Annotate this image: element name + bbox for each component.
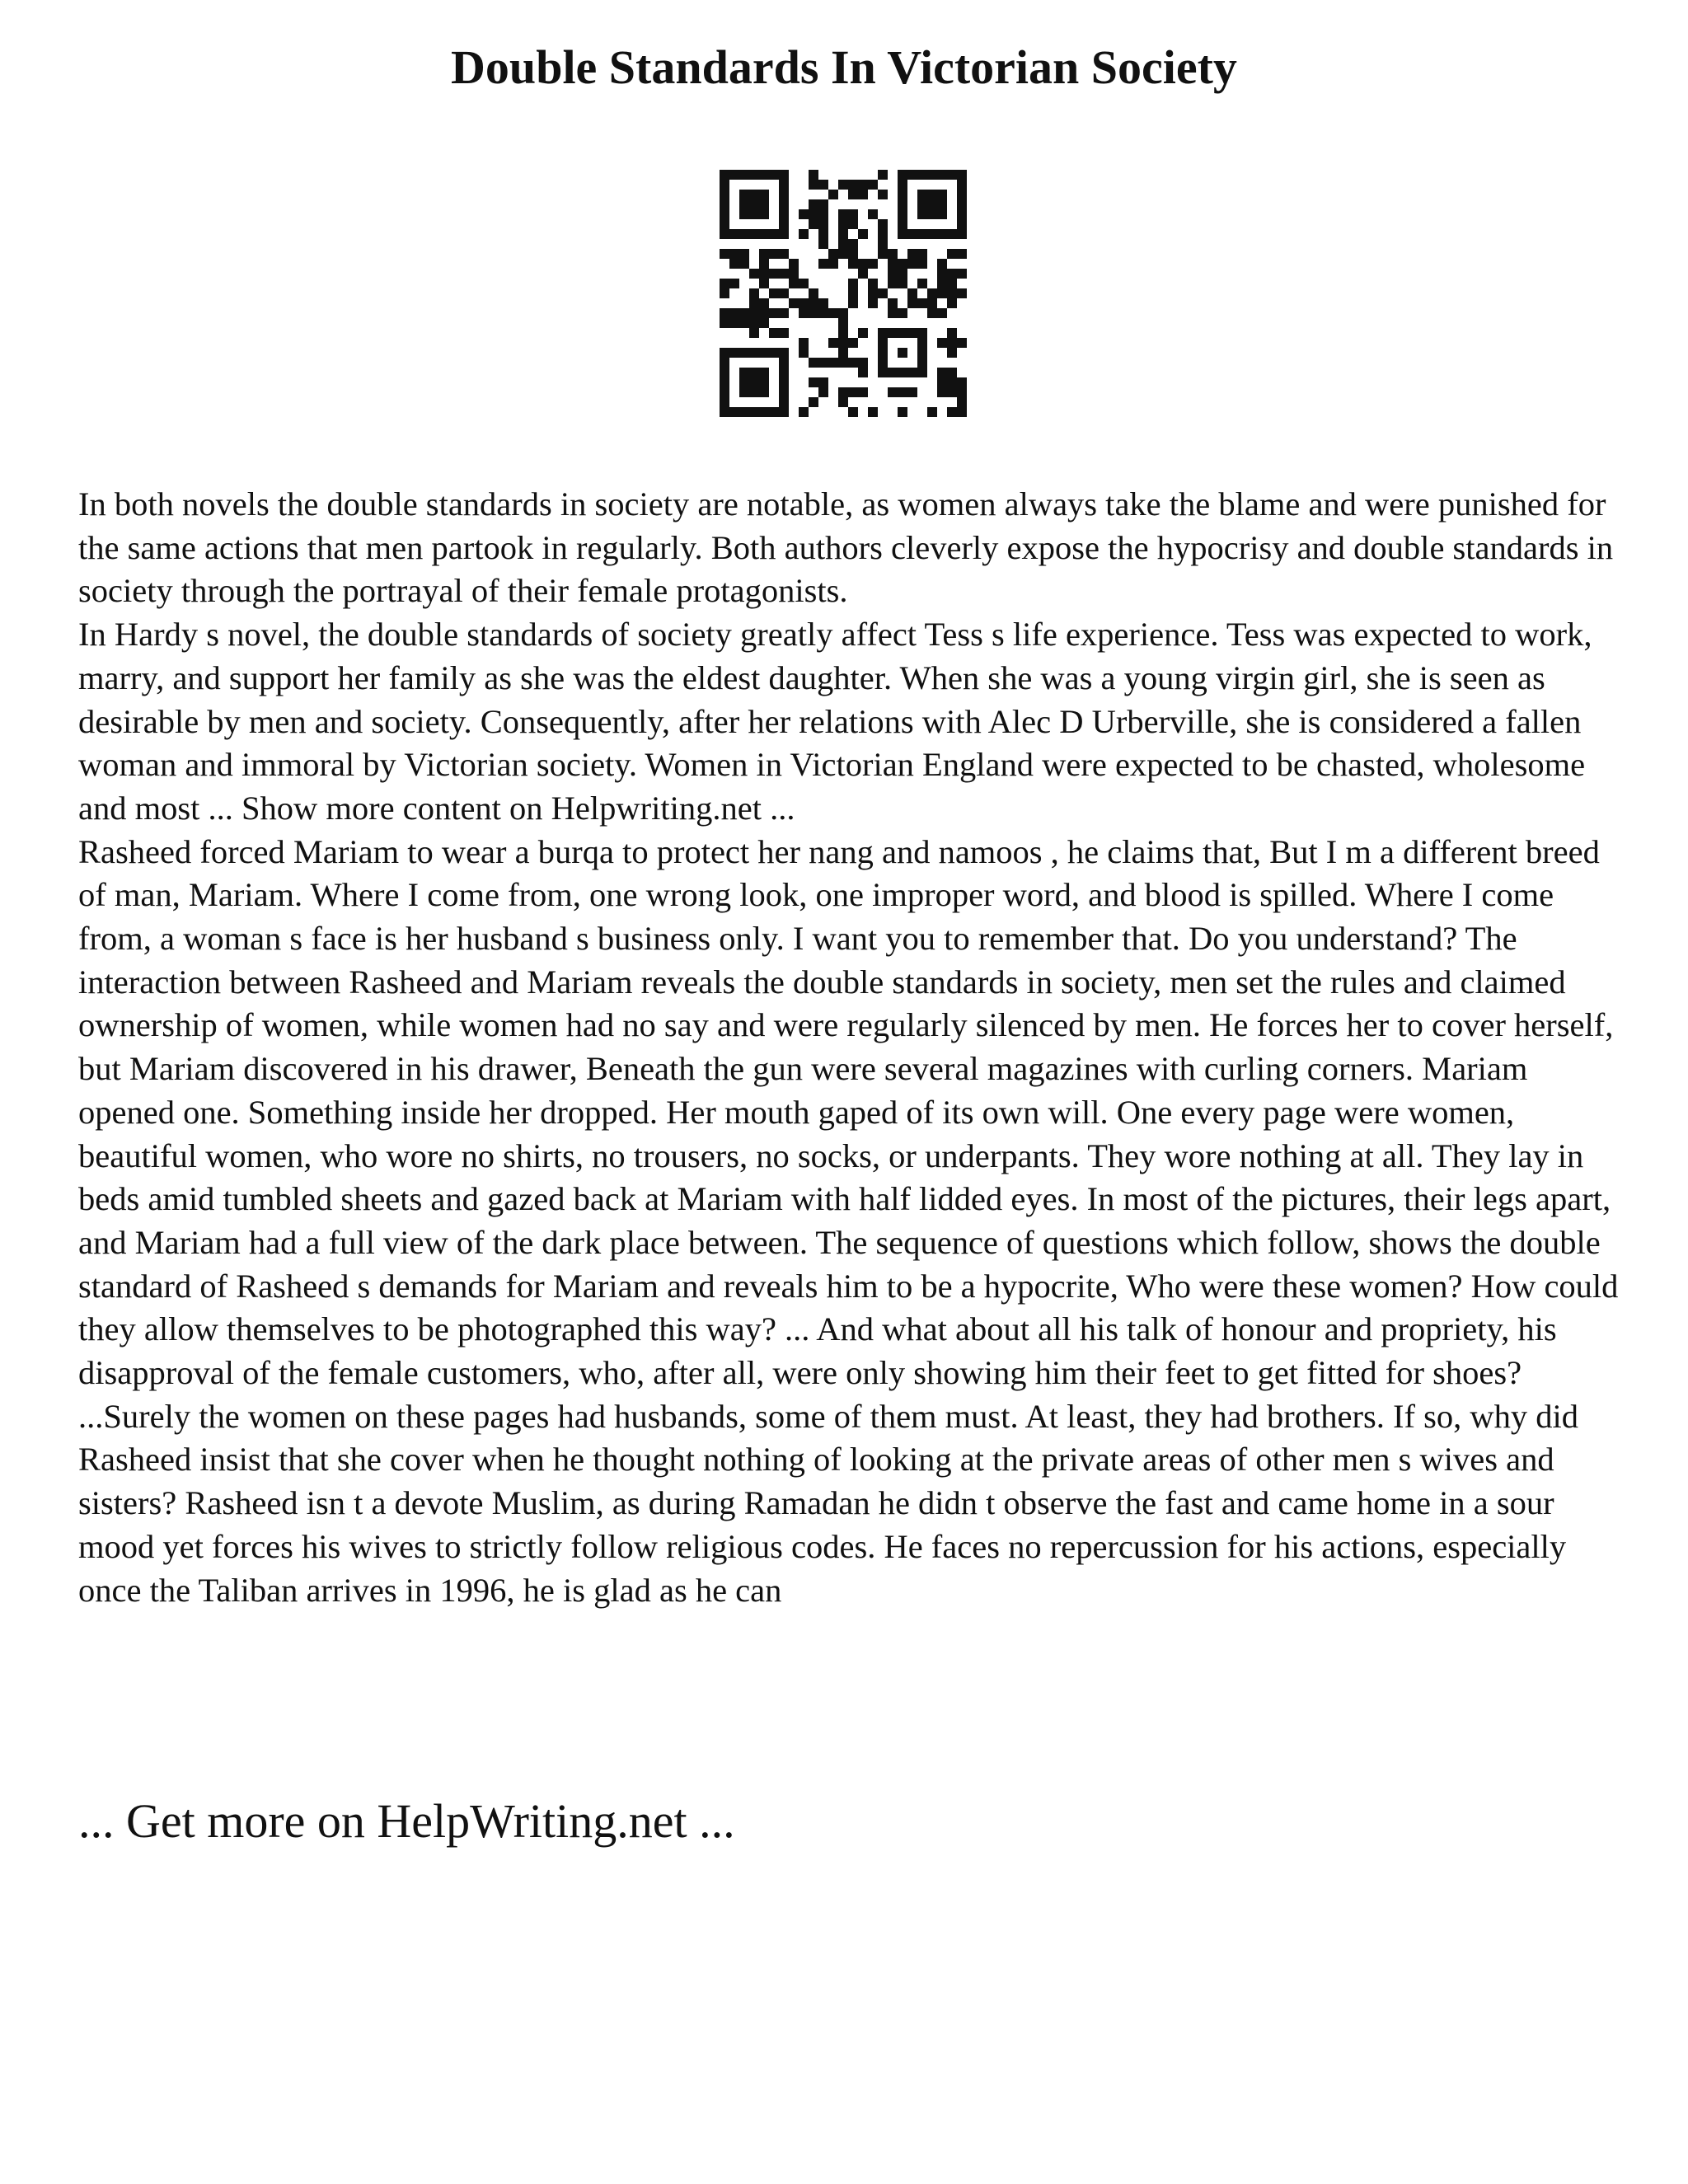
paragraph-2: In Hardy s novel, the double standards of society greatly affect Tess s life experience. Tess was expected to work, marry, and support her family as she was the eldest daughter. When she was a young virgin girl, she is seen as desirable by men and society. Consequently, after her relations with Alec D Urberville, she is considered a fallen woman and immoral by Victorian society. Women in Victorian England were expected to be chasted, wholesome and most ... Show more content on Helpwriting.net ...	[78, 616, 1592, 827]
get-more-link[interactable]: ... Get more on HelpWriting.net ...	[78, 1794, 735, 1848]
paragraph-1: In both novels the double standards in society are notable, as women always take the blame and were punished for the same actions that men partook in regularly. Both authors cleverly expose the hypocrisy and double standards in society through the portrayal of their female protagonists.	[78, 485, 1614, 610]
paragraph-3: Rasheed forced Mariam to wear a burqa to protect her nang and namoos , he claims that, But I m a different breed of man, Mariam. Where I come from, one wrong look, one improper word, and blood is spilled. Where I come from, a woman s face is her husband s business only. I want you to remember that. Do you understand? The interaction between Rasheed and Mariam reveals the double standards in society, men set the rules and claimed ownership of women, while women had no say and were regularly silenced by men. He forces her to cover herself, but Mariam discovered in his drawer, Beneath the gun were several magazines with curling corners. Mariam opened one. Something inside her dropped. Her mouth gaped of its own will. One every page were women, beautiful women, who wore no shirts, no trousers, no socks, or underpants. They wore nothing at all. They lay in beds amid tumbled sheets and gazed back at Mariam with half lidded eyes. In most of the pictures, their legs apart, and Mariam had a full view of the dark place between. The sequence of questions which follow, shows the double standard of Rasheed s demands for Mariam and reveals him to be a hypocrite, Who were these women? How could they allow themselves to be photographed this way? ... And what about all his talk of honour and propriety, his disapproval of the female customers, who, after all, were only showing him their feet to get fitted for shoes? ...Surely the women on these pages had husbands, some of them must. At least, they had brothers. If so, why did Rasheed insist that she cover when he thought nothing of looking at the private areas of other men s wives and sisters? Rasheed isn t a devote Muslim, as during Ramadan he didn t observe the fast and came home in a sour mood yet forces his wives to strictly follow religious codes. He faces no repercussion for his actions, especially once the Taliban arrives in 1996, he is glad as he can	[78, 832, 1619, 1609]
article-body	[78, 483, 1628, 1612]
document-title: Double Standards In Victorian Society	[451, 40, 1237, 94]
qr-code-icon	[720, 170, 967, 417]
